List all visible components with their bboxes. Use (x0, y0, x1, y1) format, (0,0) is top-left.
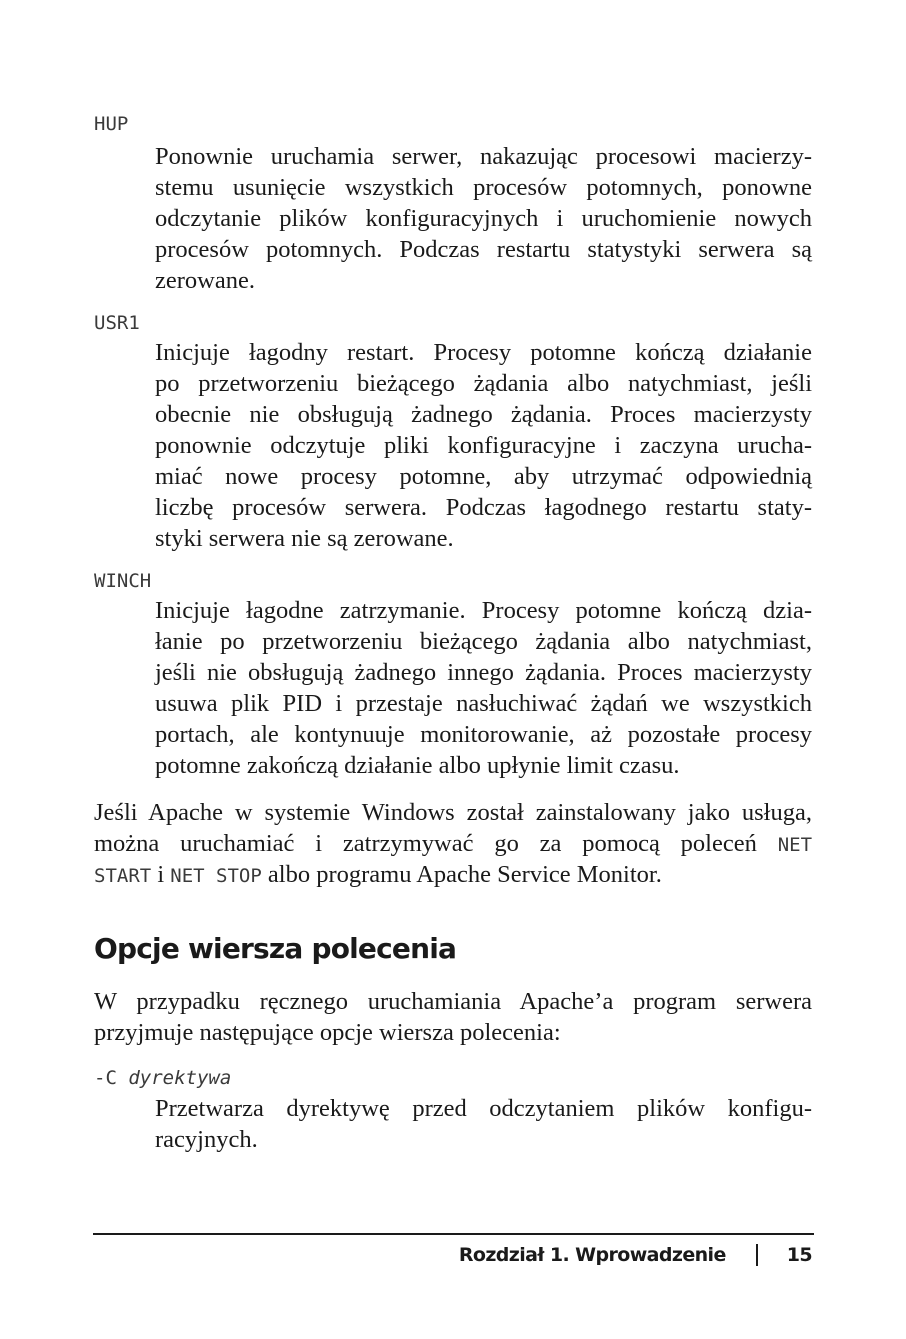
text-line: po przetworzeniu bieżącego żądania albo natychmiast, jeśli (155, 370, 812, 397)
text-run: można uruchamiać i zatrzymywać go za pomocą poleceń (94, 830, 757, 857)
text-run: i (157, 861, 165, 888)
text-line: miać nowe procesy potomne, aby utrzymać odpowiednią (155, 463, 812, 490)
text-line: jeśli nie obsługują żadnego innego żądania. Proces macierzysty (155, 659, 812, 686)
desc-winch (155, 595, 812, 781)
text-line: liczbę procesów serwera. Podczas łagodnego restartu staty- (155, 494, 812, 521)
text-line: stemu usunięcie wszystkich procesów potomnych, ponowne (155, 174, 812, 201)
section-heading: Opcje wiersza polecenia (94, 932, 457, 965)
code-net: NET (777, 834, 813, 856)
text-line: Inicjuje łagodny restart. Procesy potomne kończą działanie (155, 339, 812, 366)
term-winch: WINCH (94, 570, 152, 592)
desc-usr1 (155, 337, 812, 554)
term-usr1: USR1 (94, 312, 140, 334)
code-net-stop: NET STOP (170, 865, 262, 887)
text-line: ponownie odczytuje pliki konfiguracyjne i zaczyna urucha- (155, 432, 812, 459)
windows-paragraph (94, 797, 812, 890)
text-line: usuwa plik PID i przestaje nasłuchiwać żądań we wszystkich (155, 690, 812, 717)
text-line: styki serwera nie są zerowane. (155, 525, 454, 552)
text-line: Inicjuje łagodne zatrzymanie. Procesy potomne kończą dzia- (155, 597, 812, 624)
text-line: racyjnych. (155, 1126, 258, 1153)
code-start: START (94, 865, 152, 887)
text-line: potomne zakończą działanie albo upłynie limit czasu. (155, 752, 680, 779)
intro-paragraph (94, 986, 812, 1048)
page-footer (459, 1244, 812, 1266)
term-hup: HUP (94, 113, 129, 135)
text-line (94, 859, 812, 890)
option-arg: dyrektywa (128, 1067, 232, 1089)
text-line: przyjmuje następujące opcje wiersza polecenia: (94, 1019, 561, 1046)
text-line: Przetwarza dyrektywę przed odczytaniem plików konfigu- (155, 1095, 812, 1122)
chapter-title: Rozdział 1. Wprowadzenie (458, 1244, 726, 1266)
text-line: odczytanie plików konfiguracyjnych i uruchomienie nowych (155, 205, 812, 232)
text-line: obecnie nie obsługują żadnego żądania. Proces macierzysty (155, 401, 812, 428)
text-line: Jeśli Apache w systemie Windows został zainstalowany jako usługa, (94, 799, 812, 826)
footer-rule (93, 1233, 814, 1235)
option-desc (155, 1093, 812, 1155)
option-flag: -C (94, 1067, 117, 1089)
text-line: zerowane. (155, 267, 255, 294)
desc-hup (155, 141, 812, 296)
text-line (94, 828, 812, 859)
option-term (94, 1067, 231, 1089)
text-run: albo programu Apache Service Monitor. (267, 861, 662, 888)
footer-separator (756, 1244, 758, 1266)
text-line: łanie po przetworzeniu bieżącego żądania albo natychmiast, (155, 628, 812, 655)
text-line: Ponownie uruchamia serwer, nakazując procesowi macierzy- (155, 143, 812, 170)
text-line: procesów potomnych. Podczas restartu statystyki serwera są (155, 236, 812, 263)
page-number: 15 (786, 1244, 812, 1266)
text-line: W przypadku ręcznego uruchamiania Apache’a program serwera (94, 988, 812, 1015)
text-line: portach, ale kontynuuje monitorowanie, aż pozostałe procesy (155, 721, 812, 748)
